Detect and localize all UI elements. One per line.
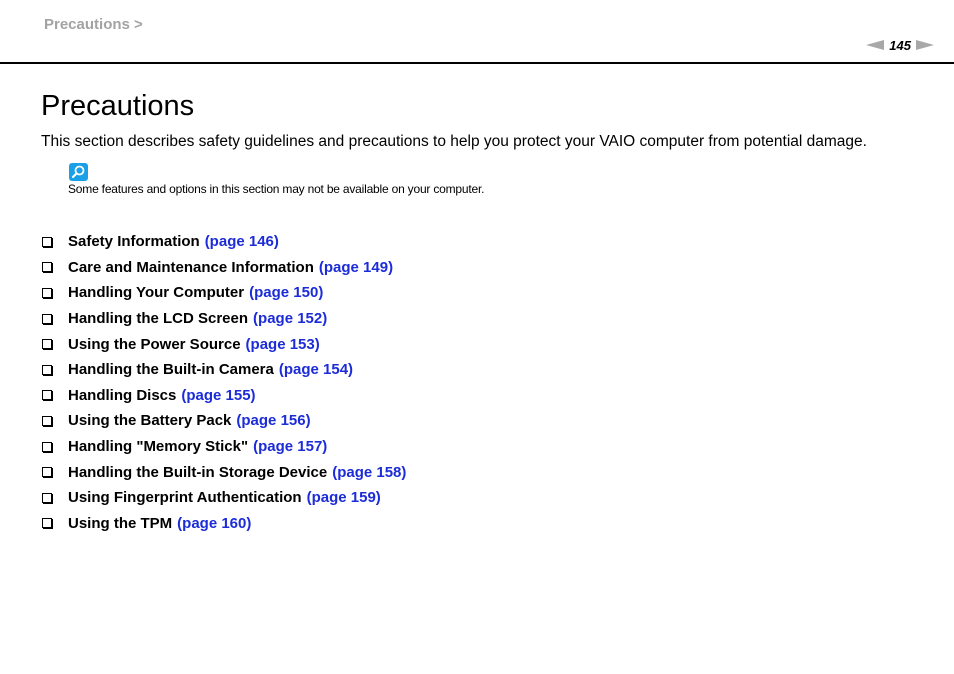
checkbox-bullet-icon [42,416,52,426]
list-item-label: Safety Information [68,233,200,251]
list-item [41,485,406,511]
list-item-label: Handling Discs [68,386,177,404]
list-item-label: Using the Battery Pack [68,412,232,430]
list-item [41,511,406,537]
note-text: Some features and options in this section may not be available on your computer. [68,182,485,196]
list-item-label: Handling the Built-in Storage Device [68,463,328,481]
list-item-label: Handling the Built-in Camera [68,361,274,379]
list-item [41,280,406,306]
list-item [41,229,406,255]
checkbox-bullet-icon [42,390,52,400]
page-link[interactable]: (page 155) [181,386,256,404]
header-divider [0,62,954,64]
magnifier-note-icon [69,163,88,181]
checkbox-bullet-icon [42,262,52,272]
page-title: Precautions [41,90,195,122]
list-item-label: Using Fingerprint Authentication [68,489,302,507]
page-link[interactable]: (page 149) [318,258,394,276]
page-link[interactable]: (page 158) [332,463,407,481]
page-link[interactable]: (page 150) [249,284,324,302]
page-link[interactable]: (page 157) [253,438,328,456]
page-number: 145 [889,37,911,53]
page-link[interactable]: (page 160) [177,514,252,532]
checkbox-bullet-icon [42,339,52,349]
page-link[interactable]: (page 159) [306,489,381,507]
intro-paragraph: This section describes safety guidelines and precautions to help you protect your VAIO computer from potential damage. [41,133,867,150]
checkbox-bullet-icon [42,467,52,477]
list-item [41,357,406,383]
page-link[interactable]: (page 153) [245,335,320,353]
list-item [41,434,406,460]
next-page-arrow-icon[interactable] [916,40,934,50]
list-item-label: Using the Power Source [68,335,241,353]
list-item-label: Handling Your Computer [68,284,245,302]
page-link[interactable]: (page 146) [204,233,279,251]
checkbox-bullet-icon [42,288,52,298]
list-item [41,408,406,434]
list-item-label: Using the TPM [68,514,173,532]
checkbox-bullet-icon [42,365,52,375]
checkbox-bullet-icon [42,314,52,324]
list-item [41,331,406,357]
list-item [41,383,406,409]
breadcrumb[interactable]: Precautions > [44,16,143,33]
page-link[interactable]: (page 156) [236,412,311,430]
page-link[interactable]: (page 154) [278,361,354,379]
list-item-label: Handling the LCD Screen [68,310,249,328]
checkbox-bullet-icon [42,518,52,528]
list-item [41,459,406,485]
checkbox-bullet-icon [42,493,52,503]
checkbox-bullet-icon [42,442,52,452]
page-link[interactable]: (page 152) [253,310,328,328]
list-item-label: Care and Maintenance Information [68,258,314,276]
list-item-label: Handling "Memory Stick" [68,438,249,456]
contents-list [41,229,406,536]
previous-page-arrow-icon[interactable] [866,40,884,50]
list-item [41,306,406,332]
list-item [41,255,406,281]
page-navigator [866,37,934,53]
checkbox-bullet-icon [42,237,52,247]
